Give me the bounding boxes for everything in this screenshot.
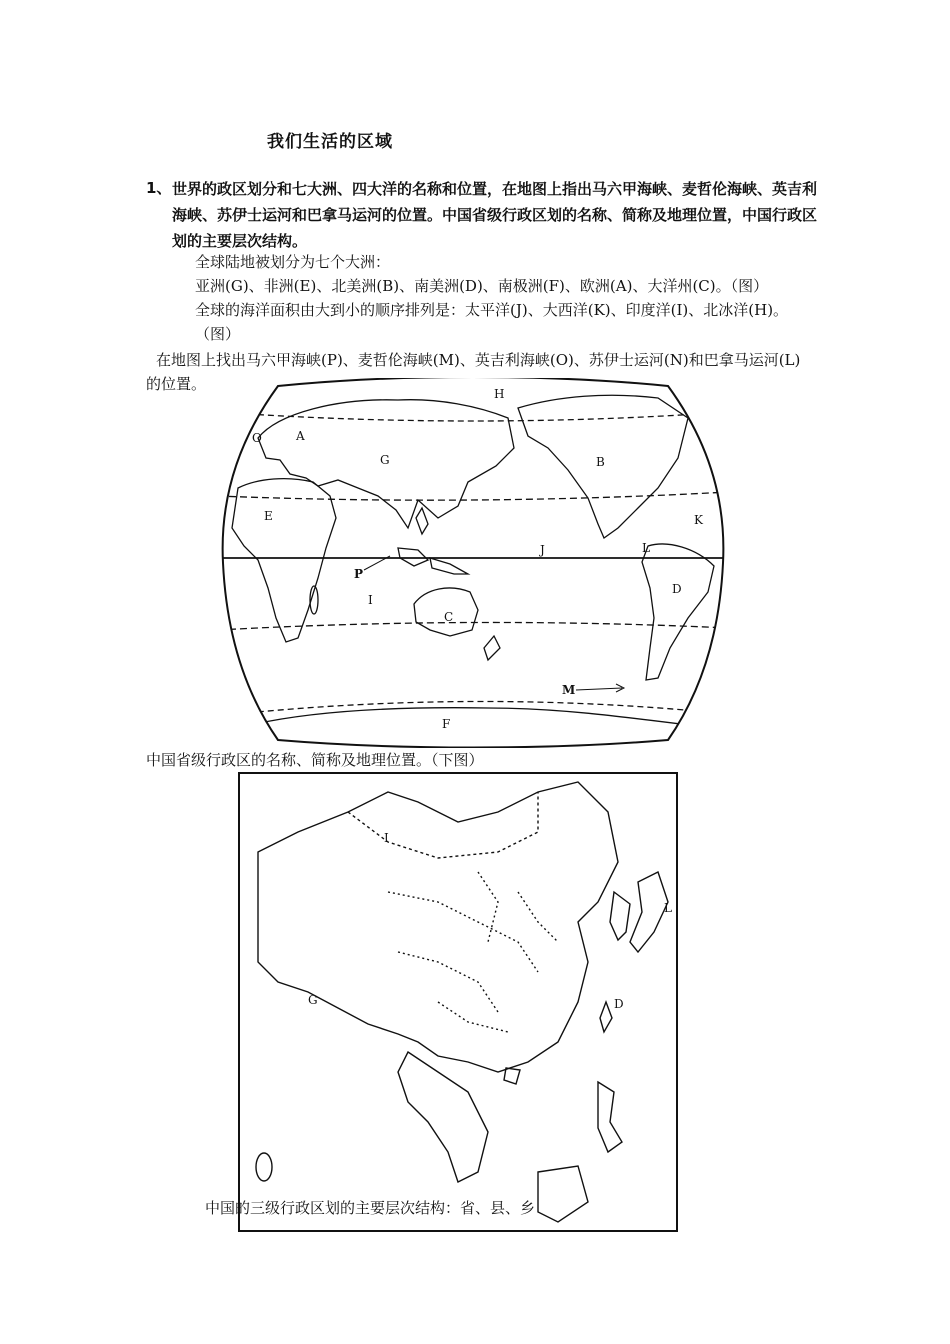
map-frame <box>239 773 677 1231</box>
label-G: G <box>380 453 390 467</box>
admin-levels-text: 中国的三级行政区划的主要层次结构：省、县、乡 <box>205 1199 536 1217</box>
label-B: B <box>596 455 605 469</box>
hainan <box>504 1068 520 1084</box>
label-I: I <box>368 593 373 607</box>
provincial-boundaries <box>388 872 558 1032</box>
continents-list: 亚洲(G)、非洲(E)、北美洲(B)、南美洲(D)、南极洲(F)、欧洲(A)、大洋州(C)。（图） <box>195 277 769 295</box>
china-label-D: D <box>614 997 624 1011</box>
strait-m-arrow <box>576 688 622 690</box>
label-H: H <box>494 387 505 401</box>
continents-intro: 全球陆地被划分为七个大洲： <box>195 253 391 271</box>
south-america-landmass <box>642 544 714 680</box>
question-text: 世界的政区划分和七大洲、四大洋的名称和位置，在地图上指出马六甲海峡、麦哲伦海峡、英吉利海峡、苏伊士运河和巴拿马运河的位置。中国省级行政区划的名称、简称及地理位置，中国行政区划的主要层次结构。 <box>172 180 818 250</box>
label-O: O <box>252 431 262 445</box>
japan <box>630 872 668 952</box>
label-P: P <box>354 567 364 581</box>
china-label-L: L <box>664 901 672 915</box>
korea-peninsula <box>610 892 630 940</box>
label-J: J <box>540 543 545 557</box>
china-label-I: I <box>384 831 389 845</box>
page-title: 我们生活的区域 <box>267 132 393 152</box>
tropic-of-cancer <box>218 492 728 500</box>
label-C: C <box>444 610 454 624</box>
label-F: F <box>442 717 451 731</box>
taiwan <box>600 1002 612 1032</box>
question-number: 1、 <box>146 179 172 197</box>
new-zealand <box>484 636 500 660</box>
oceans-list: 全球的海洋面积由大到小的顺序排列是：太平洋(J)、大西洋(K)、印度洋(I)、北冰洋(H)。（图） <box>195 301 789 343</box>
straits-instruction: 在地图上找出马六甲海峡(P)、麦哲伦海峡(M)、英吉利海峡(O)、苏伊士运河(N)和巴拿马运河(L)的位置。 <box>146 351 801 393</box>
label-L: L <box>642 541 650 555</box>
china-label-G: G <box>308 993 318 1007</box>
mongolia-border <box>348 792 538 858</box>
borneo <box>538 1166 588 1222</box>
sri-lanka <box>256 1153 272 1181</box>
philippines <box>598 1082 622 1152</box>
label-M: M <box>562 683 576 697</box>
southeast-asia <box>398 1052 488 1182</box>
china-map <box>238 772 678 1232</box>
sea-islands <box>398 508 468 574</box>
label-D: D <box>672 582 682 596</box>
label-E: E <box>264 509 273 523</box>
arctic-circle <box>218 412 728 421</box>
africa-landmass <box>232 479 336 642</box>
china-map-caption: 中国省级行政区的名称、简称及地理位置。（下图） <box>146 751 484 769</box>
world-map <box>218 378 728 748</box>
label-A: A <box>296 429 305 443</box>
antarctic-circle <box>218 701 728 716</box>
china-border <box>258 782 618 1072</box>
label-K: K <box>694 513 703 527</box>
